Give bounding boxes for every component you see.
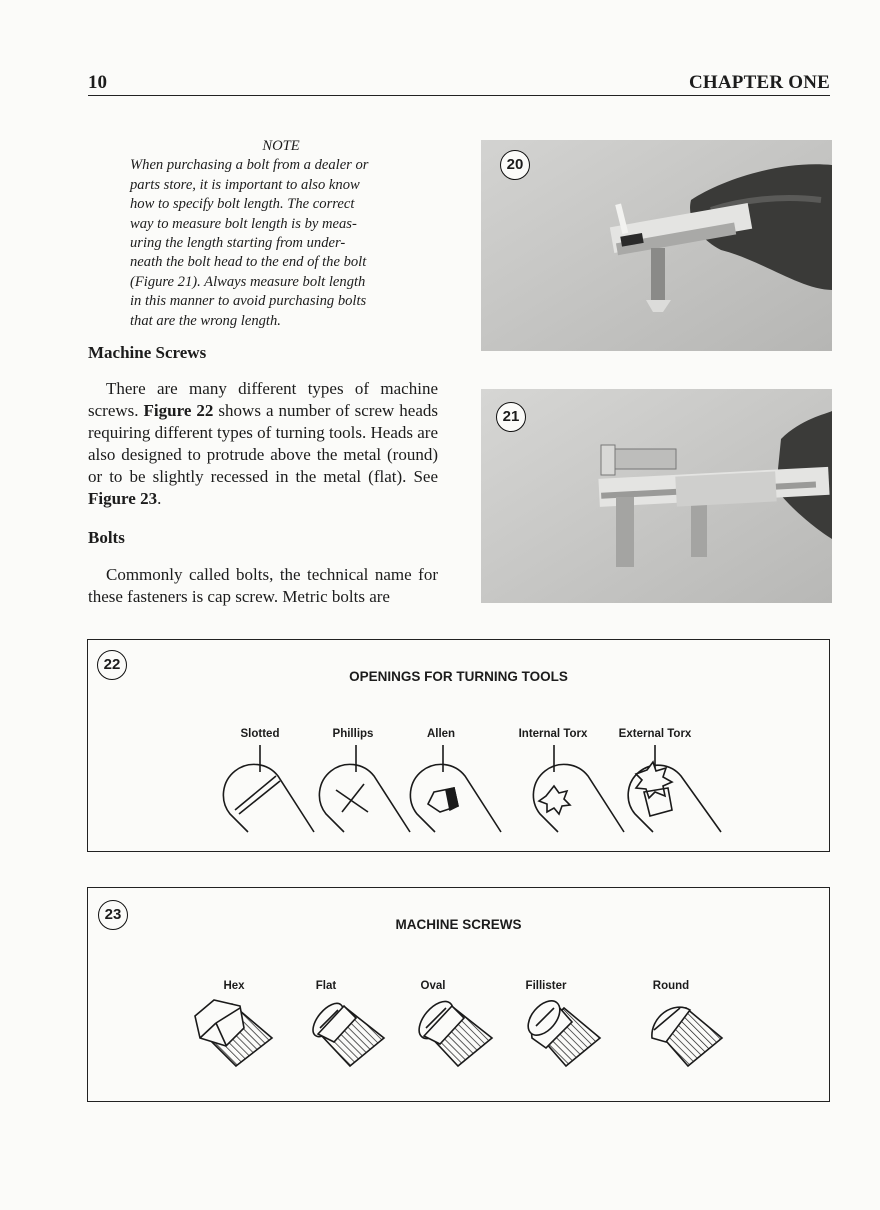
- note-line: (Figure 21). Always measure bolt length: [130, 273, 366, 290]
- allen-screw-icon: [410, 745, 501, 832]
- caliper-photo-21: [481, 389, 832, 603]
- note-line: neath the bolt head to the end of the bolt: [130, 254, 367, 271]
- label-external-torx: External Torx: [618, 728, 692, 740]
- figure-23-badge: 23: [98, 900, 128, 930]
- header-rule: [88, 95, 830, 96]
- figure-23-title: MACHINE SCREWS: [395, 917, 522, 932]
- para-text: shows a number of screw heads requiring different types of turning tools. Heads are also designed to protrude above the metal (round) or to be slightly recessed in the metal (flat). See: [88, 401, 438, 486]
- para-text: .: [157, 489, 162, 508]
- figure-22-ref: Figure 22: [143, 401, 214, 420]
- label-oval: Oval: [420, 980, 446, 992]
- label-slotted: Slotted: [240, 728, 280, 740]
- round-head-screw-icon: [652, 1007, 722, 1066]
- label-round: Round: [652, 980, 690, 992]
- note-line: way to measure bolt length is by meas-: [130, 215, 357, 232]
- figure-22-box: [87, 639, 830, 852]
- page-number: 10: [88, 72, 107, 93]
- slotted-screw-icon: [223, 745, 314, 832]
- flat-head-screw-icon: [307, 998, 384, 1066]
- figure-20-badge: 20: [500, 150, 530, 180]
- label-fillister: Fillister: [525, 980, 567, 992]
- figure-23-ref: Figure 23: [88, 489, 158, 508]
- note-line: that are the wrong length.: [130, 312, 281, 329]
- figure-22-title: OPENINGS FOR TURNING TOOLS: [349, 669, 568, 684]
- phillips-screw-icon: [319, 745, 410, 832]
- note-title: NOTE: [262, 138, 300, 154]
- label-phillips: Phillips: [332, 728, 374, 740]
- para-text: There are many different types of machine screws.: [88, 379, 438, 420]
- caliper-measuring-bolt-image: [481, 140, 832, 351]
- note-line: how to specify bolt length. The correct: [130, 196, 355, 213]
- label-allen: Allen: [426, 728, 456, 740]
- figure-23-box: [87, 887, 830, 1102]
- machine-screws-paragraph: [88, 378, 438, 510]
- machine-screw-types-illustration: [88, 888, 828, 1100]
- note-line: When purchasing a bolt from a dealer or: [130, 157, 369, 174]
- oval-head-screw-icon: [413, 995, 492, 1066]
- bolts-heading: Bolts: [88, 528, 125, 547]
- label-internal-torx: Internal Torx: [518, 728, 588, 740]
- caliper-photo-20: [481, 140, 832, 351]
- hex-head-screw-icon: [195, 1000, 272, 1066]
- fillister-head-screw-icon: [522, 995, 600, 1066]
- caliper-measuring-length-image: [481, 389, 832, 603]
- figure-22-badge: 22: [97, 650, 127, 680]
- note-line: uring the length starting from under-: [130, 235, 346, 252]
- figure-21-badge: 21: [496, 402, 526, 432]
- turning-tool-openings-illustration: [88, 640, 828, 850]
- internal-torx-screw-icon: [533, 745, 624, 832]
- chapter-title: CHAPTER ONE: [688, 72, 830, 93]
- label-flat: Flat: [315, 980, 337, 992]
- note-line: parts store, it is important to also know: [130, 176, 360, 193]
- bolts-paragraph: Commonly called bolts, the technical name for these fasteners is cap screw. Metric bolts are: [88, 565, 438, 606]
- external-torx-screw-icon: [628, 745, 721, 832]
- note-line: in this manner to avoid purchasing bolts: [130, 293, 367, 310]
- label-hex: Hex: [223, 980, 245, 992]
- note-block: [130, 137, 432, 331]
- machine-screws-heading: Machine Screws: [88, 343, 207, 362]
